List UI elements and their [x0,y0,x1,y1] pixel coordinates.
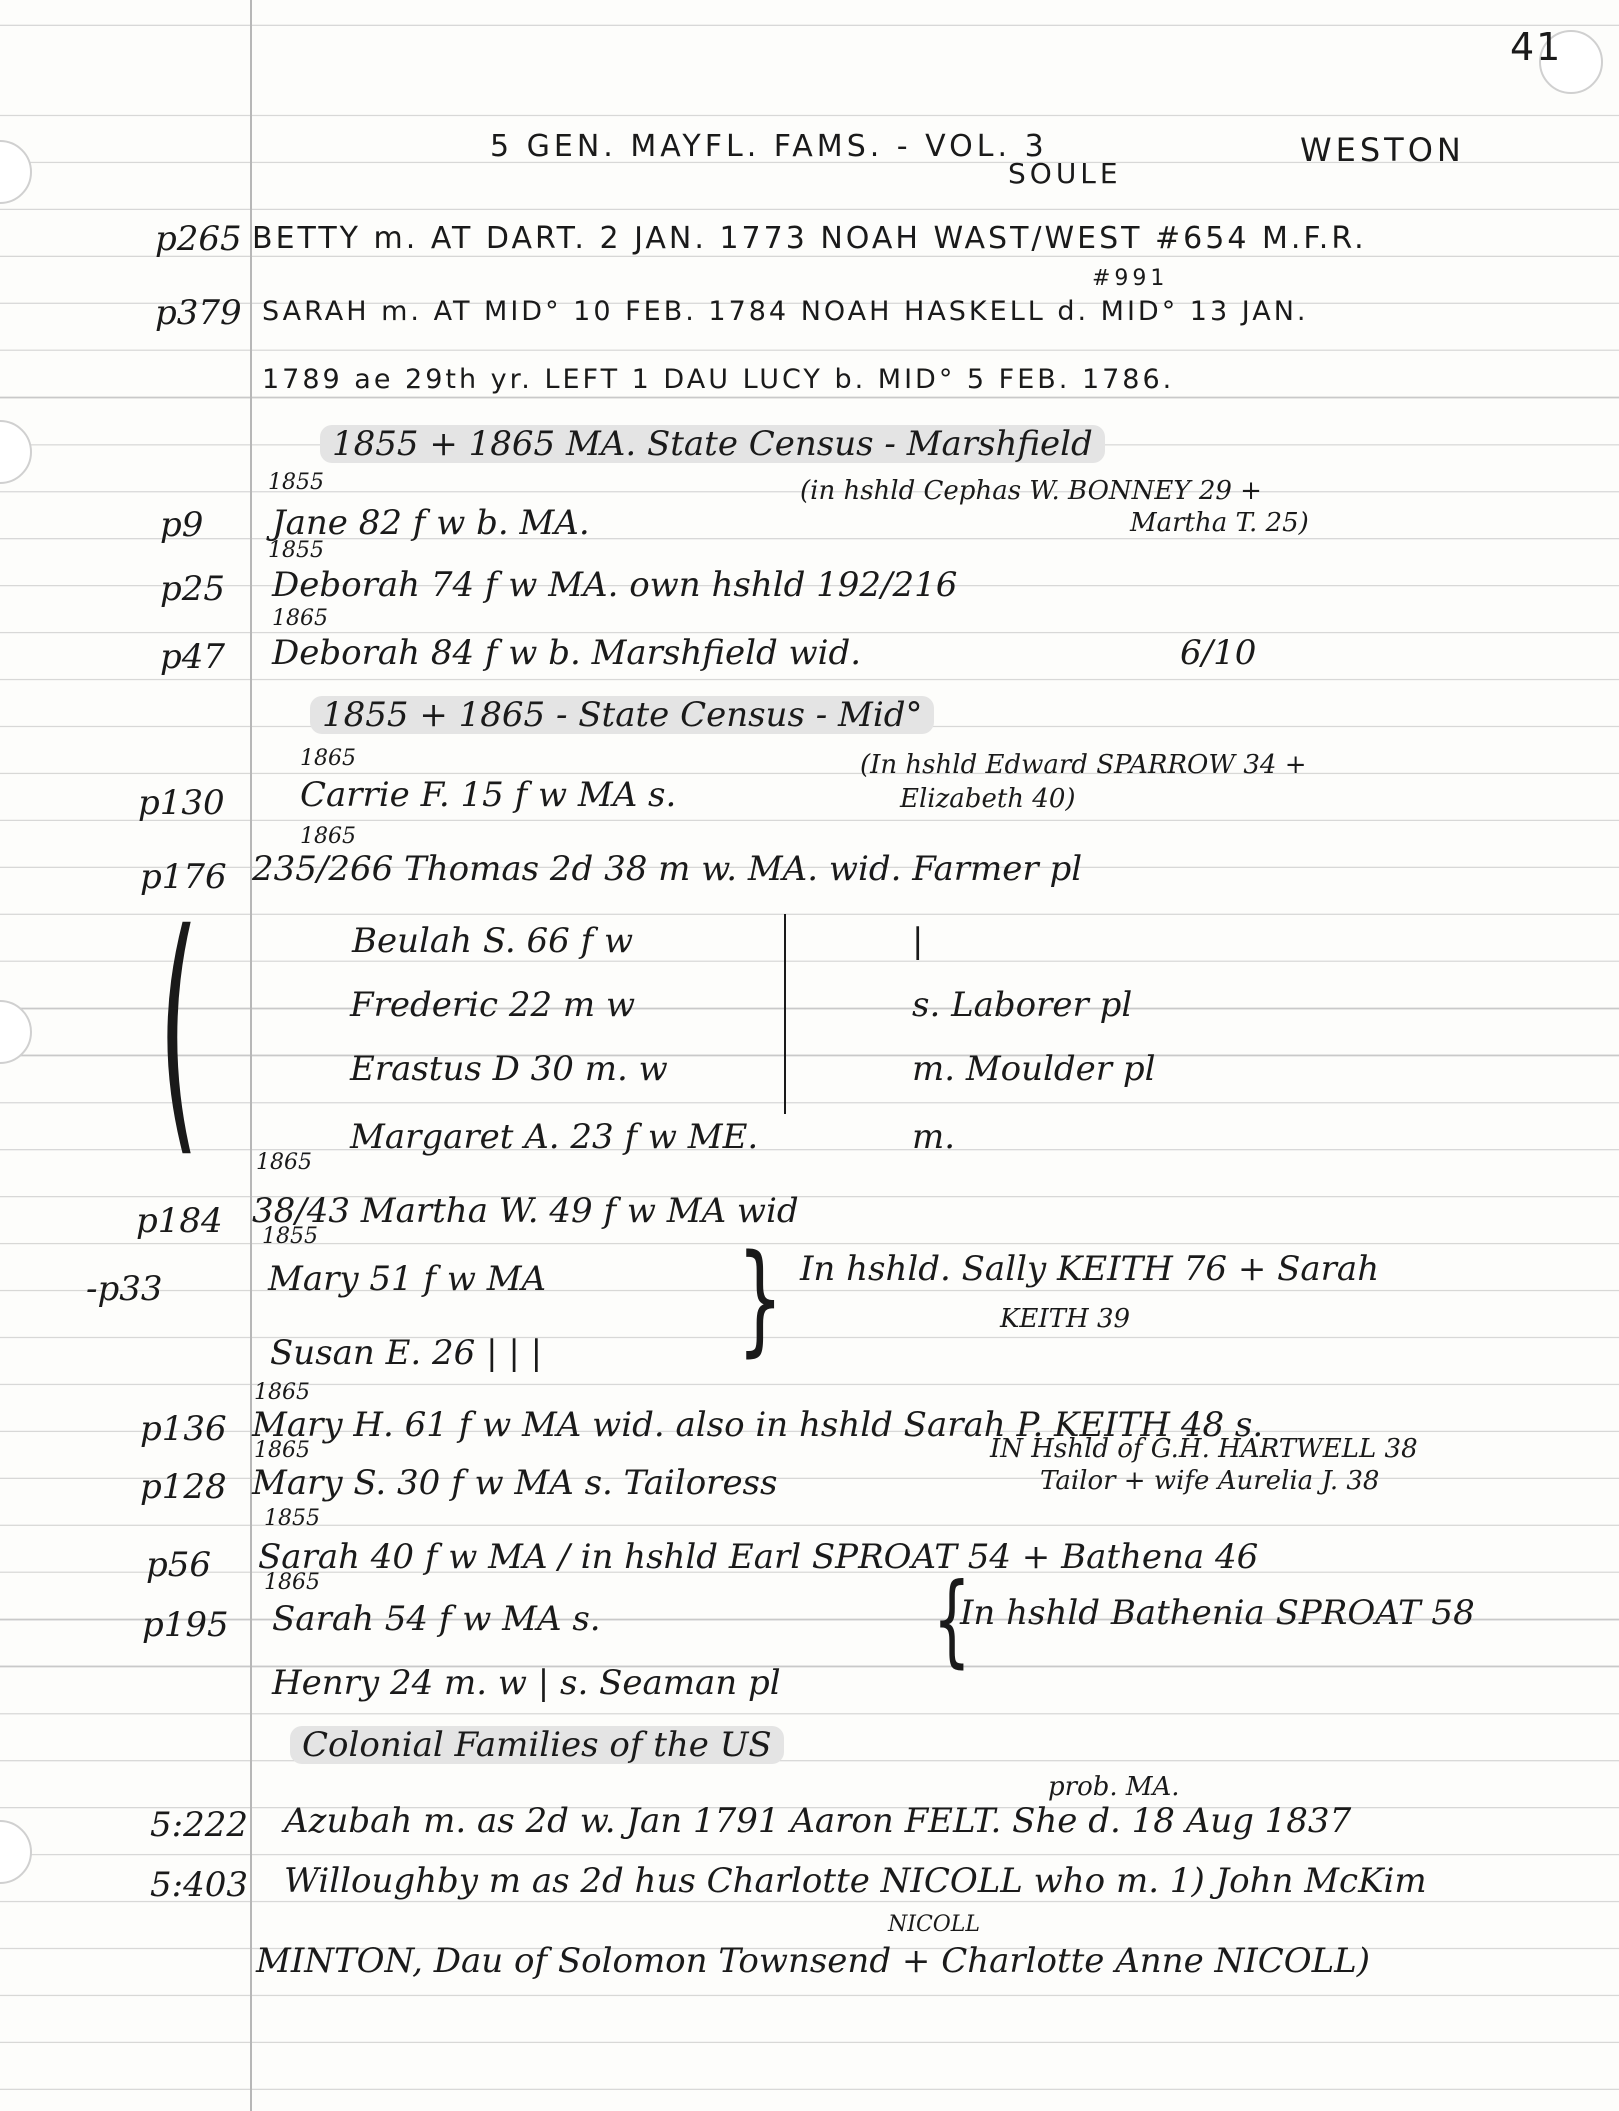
entry-text: 38/43 Martha W. 49 f w MA wid [252,1191,799,1231]
entry-text: Mary S. 30 f w MA s. Tailoress [252,1463,778,1503]
entry-ref: 5:403 [150,1865,248,1905]
entry-ref: p195 [142,1605,229,1645]
entry-text: 235/266 Thomas 2d 38 m w. MA. wid. Farmer pl [252,849,1083,889]
household-status: s. Laborer pl [912,985,1133,1025]
entry-ref: p136 [140,1409,227,1449]
section-heading-middleboro: 1855 + 1865 - State Census - Mid° [310,696,934,734]
punch-hole [0,420,32,484]
entry-text: Carrie F. 15 f w MA s. [300,775,677,815]
census-year: 1865 [254,1380,310,1405]
entry-ref: p9 [160,505,204,545]
entry-note: Elizabeth 40) [900,784,1076,814]
entry-ref: p56 [146,1545,212,1585]
entry-note: (In hshld Edward SPARROW 34 + [860,750,1307,780]
census-year: 1855 [264,1506,320,1531]
entry-text: Willoughby m as 2d hus Charlotte NICOLL who m. 1) John McKim [284,1861,1427,1901]
header-source: 5 GEN. MAYFL. FAMS. - VOL. 3 [490,129,1048,164]
entry-text: Jane 82 f w b. MA. [272,503,590,543]
entry-ref: p265 [155,219,242,259]
entry-text: Henry 24 m. w | s. Seaman pl [272,1663,781,1703]
household-status: m. [912,1117,956,1157]
group-brace: } [737,1230,784,1369]
entry-ref: p128 [140,1467,227,1507]
header-surname: WESTON [1300,131,1465,169]
entry-text: Mary H. 61 f w MA wid. also in hshld Sarah P. KEITH 48 s. [252,1405,1264,1445]
entry-text: Sarah 40 f w MA / in hshld Earl SPROAT 54 + Bathena 46 [258,1537,1259,1577]
entry-text: Susan E. 26 | | | [270,1333,543,1373]
header-family: SOULE [1008,157,1122,190]
household-member: Margaret A. 23 f w ME. [350,1117,759,1157]
entry-note: In hshld. Sally KEITH 76 + Sarah [800,1249,1380,1289]
ditto-rule [784,914,786,1114]
entry-note: (in hshld Cephas W. BONNEY 29 + [800,476,1262,506]
census-year: 1865 [300,746,356,771]
entry-note: In hshld Bathenia SPROAT 58 [960,1593,1475,1633]
household-member: Beulah S. 66 f w [352,921,634,961]
entry-ref: -p33 [86,1269,163,1309]
entry-text: BETTY m. AT DART. 2 JAN. 1773 NOAH WAST/WEST #654 M.F.R. [252,221,1367,256]
entry-note: prob. MA. [1048,1772,1180,1802]
entry-note: Martha T. 25) [1130,508,1309,538]
entry-note: Tailor + wife Aurelia J. 38 [1040,1466,1380,1496]
census-year: 1865 [264,1570,320,1595]
entry-ref: p25 [160,569,226,609]
entry-ref: p176 [140,857,227,897]
household-member: Frederic 22 m w [350,985,636,1025]
household-member: Erastus D 30 m. w [350,1049,668,1089]
census-year: 1865 [300,824,356,849]
punch-hole [0,1820,32,1884]
entry-text: Deborah 84 f w b. Marshfield wid. [272,633,862,673]
census-year: 1855 [268,538,324,563]
group-brace: { [932,1561,971,1678]
entry-ref: p130 [138,783,225,823]
entry-note: IN Hshld of G.H. HARTWELL 38 [990,1434,1418,1464]
census-year: 1865 [254,1438,310,1463]
entry-text: Sarah 54 f w MA s. [272,1599,601,1639]
entry-text: MINTON, Dau of Solomon Townsend + Charlotte Anne NICOLL) [256,1941,1370,1981]
census-year: 1865 [256,1150,312,1175]
punch-hole [0,1000,32,1064]
entry-note: NICOLL [888,1912,981,1937]
census-year: 1855 [262,1224,318,1249]
punch-hole [0,140,32,204]
entry-note: 6/10 [1180,633,1257,673]
entry-ref: p47 [160,637,226,677]
entry-text: Deborah 74 f w MA. own hshld 192/216 [272,565,958,605]
entry-text: 1789 ae 29th yr. LEFT 1 DAU LUCY b. MID° 5 FEB. 1786. [262,364,1175,395]
household-status: | [912,921,924,961]
census-year: 1855 [268,470,324,495]
entry-note: #991 [1092,266,1169,291]
entry-text: SARAH m. AT MID° 10 FEB. 1784 NOAH HASKELL d. MID° 13 JAN. [262,296,1309,327]
entry-ref: p184 [136,1201,223,1241]
section-heading-marshfield: 1855 + 1865 MA. State Census - Marshfield [320,425,1105,463]
household-status: m. Moulder pl [912,1049,1156,1089]
census-year: 1865 [272,606,328,631]
entry-ref: 5:222 [150,1805,248,1845]
margin-rule [250,0,252,2111]
entry-text: Azubah m. as 2d w. Jan 1791 Aaron FELT. She d. 18 Aug 1837 [284,1801,1352,1841]
entry-text: Mary 51 f w MA [268,1259,547,1299]
page-number: 41 [1510,25,1563,69]
household-brace: ( [158,879,200,1181]
entry-note: KEITH 39 [1000,1304,1131,1334]
section-heading-colonial: Colonial Families of the US [290,1726,784,1764]
entry-ref: p379 [155,293,242,333]
